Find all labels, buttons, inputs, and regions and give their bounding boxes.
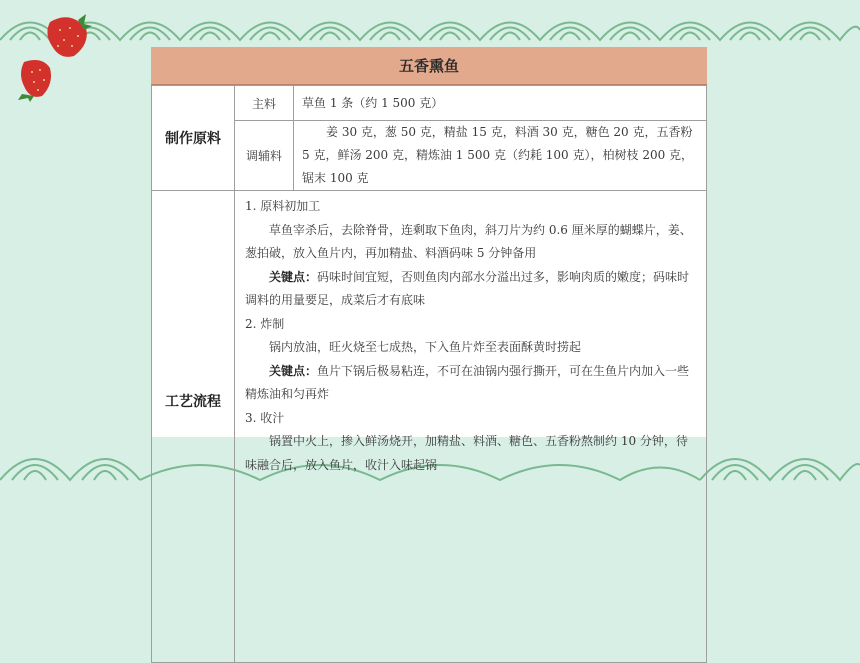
key-point-text: 码味时间宜短，否则鱼肉内部水分溢出过多，影响肉质的嫩度；码味时调料的用量要足，成菜后才有底味	[245, 269, 690, 307]
step-text: 锅内放油，旺火烧至七成热，下入鱼片炸至表面酥黄时捞起	[269, 340, 582, 354]
step-text: 锅置中火上，掺入鲜汤烧开，加精盐、料酒、糖色、五香粉熬制约 10 分钟，待味融合后，放入鱼片，收汁入味起锅	[245, 434, 688, 472]
recipe-title: 五香熏鱼	[151, 47, 707, 85]
auxiliary-ingredient-value: 姜 30 克，葱 50 克，精盐 15 克，料酒 30 克，糖色 20 克，五香粉 5 克，鲜汤 200 克，精炼油 1 500 克（约耗 100 克），柏树枝 200 克，锯末 100 克	[294, 121, 707, 191]
main-ingredient-row	[152, 86, 707, 121]
strawberry-icon	[16, 54, 58, 102]
main-ingredient-value: 草鱼 1 条（约 1 500 克）	[294, 86, 707, 121]
key-point-text: 鱼片下锅后极易粘连，不可在油锅内强行撕开，可在生鱼片内加入一些精炼油和匀再炸	[245, 363, 690, 401]
recipe-table	[151, 85, 707, 663]
key-point-label: 关键点：	[269, 269, 318, 284]
step-text: 草鱼宰杀后，去除脊骨，连剩取下鱼肉，斜刀片为约 0.6 厘米厚的蝴蝶片，姜、葱拍破，放入鱼片内，再加精盐、料酒码味 5 分钟备用	[245, 222, 692, 260]
process-header: 工艺流程	[152, 191, 235, 663]
key-point	[245, 266, 696, 313]
top-wave-pattern	[0, 0, 860, 48]
step-heading: 3. 收汁	[245, 410, 285, 425]
recipe-card	[151, 47, 707, 472]
process-row	[152, 191, 707, 663]
step-heading: 1. 原料初加工	[245, 199, 321, 213]
materials-header: 制作原料	[152, 86, 235, 191]
main-ingredient-label: 主料	[235, 86, 294, 121]
auxiliary-ingredient-row	[152, 121, 707, 191]
process-content	[235, 191, 707, 663]
key-point-label: 关键点：	[269, 363, 318, 378]
key-point	[245, 360, 696, 407]
step-heading: 2. 炸制	[245, 316, 285, 331]
auxiliary-ingredient-label: 调辅料	[235, 121, 294, 191]
